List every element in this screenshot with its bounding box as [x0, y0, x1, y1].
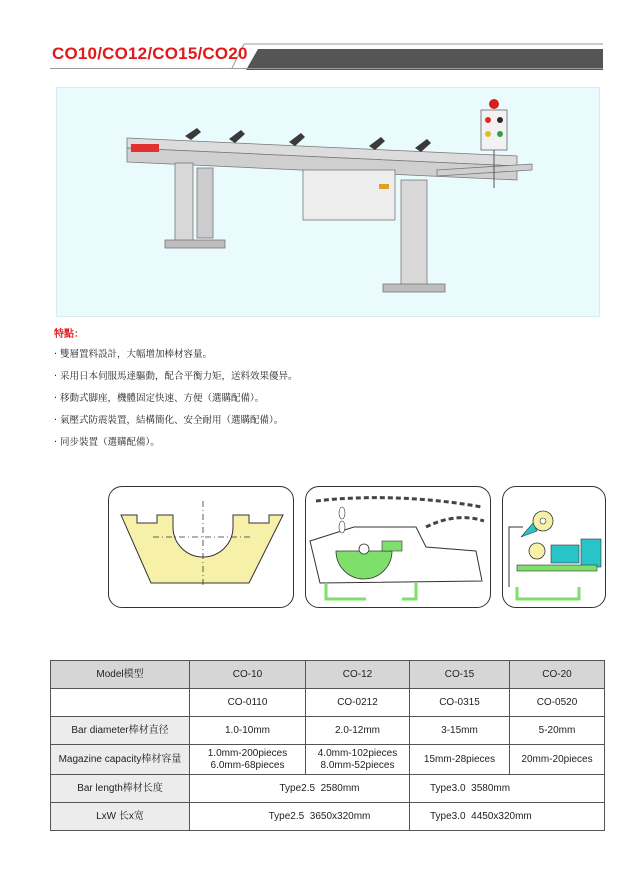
features-heading: 特點： — [54, 329, 84, 340]
code-cell: CO-0110 — [190, 689, 306, 717]
feature-item: · 采用日本伺服馬達驅動，配合平衡力矩，送料效果優异。 — [54, 371, 298, 382]
table-row — [51, 775, 605, 803]
model-cell: CO-10 — [190, 661, 306, 689]
table-row — [51, 689, 605, 717]
code-cell: CO-0520 — [510, 689, 605, 717]
table-row — [51, 717, 605, 745]
bar-diameter-cell: 1.0-10mm — [190, 717, 306, 745]
magazine-value: 8.0mm-52pieces — [320, 759, 395, 771]
spec-table — [50, 660, 605, 831]
page-title: CO10/CO12/CO15/CO20 — [52, 44, 248, 63]
model-label: Model模型 — [51, 661, 190, 689]
model-cell: CO-12 — [306, 661, 410, 689]
code-cell: CO-0315 — [410, 689, 510, 717]
table-row — [51, 803, 605, 831]
feature-item: · 移動式脚座，機體固定快速、方便（選購配備）。 — [54, 393, 265, 404]
magazine-value: 20mm-20pieces — [521, 753, 593, 765]
bar-diameter-cell: 2.0-12mm — [306, 717, 410, 745]
magazine-cell — [510, 745, 605, 775]
bar-diameter-cell: 3-15mm — [410, 717, 510, 745]
bar-length-cell: Type2.5 2580mm — [190, 775, 410, 803]
magazine-cell — [190, 745, 306, 775]
diagram-chain-feed — [305, 486, 491, 608]
header-underline — [50, 68, 603, 69]
magazine-label: Magazine capacity棒材容量 — [51, 745, 190, 775]
bar-length-cell: Type3.0 3580mm — [410, 775, 605, 803]
table-row — [51, 745, 605, 775]
lxw-cell: Type3.0 4450x320mm — [410, 803, 605, 831]
code-label — [51, 689, 190, 717]
table-row — [51, 661, 605, 689]
model-cell: CO-15 — [410, 661, 510, 689]
magazine-value: 4.0mm-102pieces — [317, 748, 398, 759]
magazine-value: 1.0mm-200pieces — [207, 748, 288, 759]
feature-item: · 氣壓式防震裝置，結構簡化、安全耐用（選購配備）。 — [54, 415, 284, 426]
feature-item: · 同步裝置（選購配備）。 — [54, 437, 160, 448]
model-cell: CO-20 — [510, 661, 605, 689]
bar-diameter-label: Bar diameter棒材直径 — [51, 717, 190, 745]
bar-length-label: Bar length棒材长度 — [51, 775, 190, 803]
magazine-value: 6.0mm-68pieces — [210, 759, 285, 771]
magazine-cell — [306, 745, 410, 775]
lxw-label: LxW 长x宽 — [51, 803, 190, 831]
diagram-sync-device — [502, 486, 606, 608]
magazine-value: 15mm-28pieces — [423, 753, 496, 765]
magazine-cell — [410, 745, 510, 775]
diagram-v-block — [108, 486, 294, 608]
product-photo — [56, 87, 600, 317]
code-cell: CO-0212 — [306, 689, 410, 717]
lxw-cell: Type2.5 3650x320mm — [190, 803, 410, 831]
feature-item: · 雙層置料設計，大幅增加棒材容量。 — [54, 349, 213, 360]
bar-diameter-cell: 5-20mm — [510, 717, 605, 745]
